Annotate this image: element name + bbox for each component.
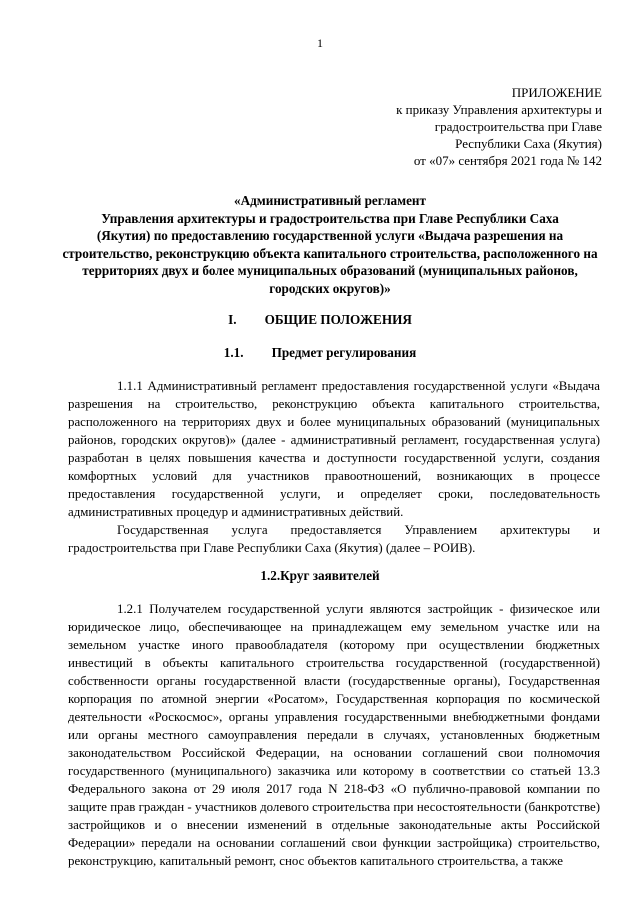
- section-heading-subject: [0, 344, 640, 361]
- page-number: 1: [317, 36, 323, 50]
- section-body-subject: [68, 377, 600, 557]
- appendix-block: [342, 84, 602, 169]
- appendix-line: от «07» сентября 2021 года № 142: [413, 153, 602, 168]
- appendix-line: ПРИЛОЖЕНИЕ: [511, 85, 602, 100]
- section-title: Предмет регулирования: [271, 345, 417, 360]
- section-heading-applicants: [0, 567, 640, 584]
- appendix-line: градостроительства при Главе: [434, 119, 602, 134]
- section-number: I.: [228, 312, 237, 327]
- paragraph: Государственная услуга предоставляется Управлением архитектуры и градостроительства при Главе Республики Саха (Якутия) (далее – РОИВ).: [68, 523, 600, 555]
- paragraph: 1.1.1 Административный регламент предоставления государственной услуги «Выдача разрешения на строительство, реконструкцию объекта капитального строительства, расположенного на территориях двух и более муниципальных образований (муниципальных районов, городских округов)» (далее - административный регламент, государственная услуга) разработан в целях повышения качества и доступности государственной услуги, создания комфортных условий для участников правоотношений, возникающих в процессе предоставления государственной услуги, и определяет сроки, последовательность административных процедур и административных действий.: [68, 379, 600, 519]
- title-line: «Административный регламент: [233, 193, 427, 208]
- title-line: Управления архитектуры и градостроительства при Главе Республики Саха: [101, 210, 559, 226]
- section-heading-general: [0, 311, 640, 328]
- title-line: строительство, реконструкцию объекта капитального строительства, расположенного на: [62, 245, 598, 261]
- document-title: [60, 192, 600, 297]
- paragraph: 1.2.1 Получателем государственной услуги являются застройщик - физическое или юридическое лицо, обеспечивающее на принадлежащем ему земельном участке или на земельном участке иного правообладателя (которому при осуществлении бюджетных инвестиций в объекты капитального строительства государственной (государственной) собственности органы государственной власти (государственные органы), Государственная корпорация по атомной энергии «Росатом», Государственная корпорация по космической деятельности «Роскосмос», органы управления государственными внебюджетными фондами или органы местного самоуправления передали в случаях, установленных бюджетным законодательством Российской Федерации, на основании соглашений свои полномочия государственного (муниципального) заказчика или которому в соответствии со статьей 13.3 Федерального закона от 29 июля 2017 года N 218-ФЗ «О публично-правовой компании по защите прав граждан - участников долевого строительства при несостоятельности (банкротстве) застройщиков и о внесении изменений в отдельные законодательные акты Российской Федерации» передали на основании соглашений свои функции застройщика) строительство, реконструкцию, капитальный ремонт, снос объектов капитального строительства, а также: [68, 602, 600, 868]
- title-line: городских округов)»: [269, 280, 391, 296]
- appendix-line: Республики Саха (Якутия): [455, 136, 602, 151]
- section-title: ОБЩИЕ ПОЛОЖЕНИЯ: [264, 312, 412, 327]
- appendix-line: к приказу Управления архитектуры и: [396, 102, 602, 117]
- title-line: (Якутия) по предоставлению государственной услуги «Выдача разрешения на: [96, 228, 564, 243]
- section-title: 1.2.Круг заявителей: [260, 568, 380, 583]
- title-line: территориях двух и более муниципальных образований (муниципальных районов,: [82, 263, 578, 278]
- section-body-applicants: [68, 600, 600, 870]
- section-number: 1.1.: [223, 345, 244, 360]
